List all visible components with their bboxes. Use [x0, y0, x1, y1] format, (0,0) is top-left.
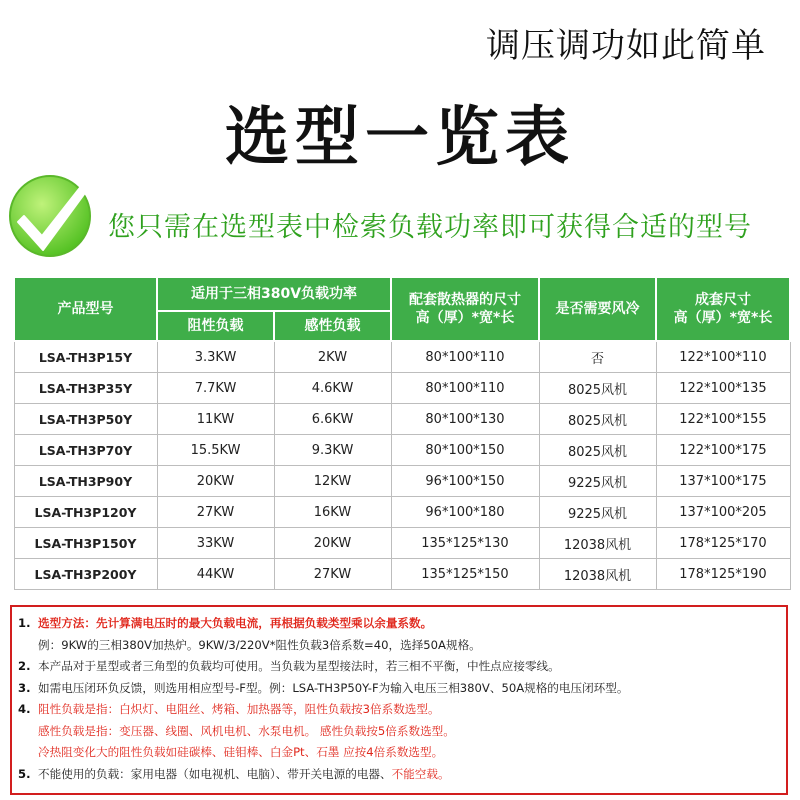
note-4 — [18, 699, 780, 721]
header-size: 成套尺寸 高（厚）*宽*长 — [656, 277, 790, 341]
table-row — [14, 341, 790, 373]
cell-size: 137*100*205 — [656, 497, 790, 528]
cell-inductive: 6.6KW — [274, 404, 391, 435]
cell-fan: 8025风机 — [539, 404, 656, 435]
cell-fan: 9225风机 — [539, 466, 656, 497]
table-row — [14, 497, 790, 528]
note-1-label: 选型方法： — [38, 616, 96, 630]
header-fan: 是否需要风冷 — [539, 277, 656, 341]
cell-model: LSA-TH3P150Y — [14, 528, 157, 559]
cell-heatsink: 96*100*150 — [391, 466, 539, 497]
cell-resistive: 15.5KW — [157, 435, 274, 466]
cell-fan: 12038风机 — [539, 559, 656, 590]
cell-heatsink: 80*100*110 — [391, 373, 539, 404]
cell-model: LSA-TH3P200Y — [14, 559, 157, 590]
cell-size: 178*125*190 — [656, 559, 790, 590]
notes-box — [10, 605, 788, 795]
table-row — [14, 373, 790, 404]
check-icon — [2, 166, 98, 262]
cell-size: 122*100*135 — [656, 373, 790, 404]
cell-size: 178*125*170 — [656, 528, 790, 559]
cell-resistive: 44KW — [157, 559, 274, 590]
note-1-example — [18, 635, 780, 657]
cell-resistive: 33KW — [157, 528, 274, 559]
note-number: 5. — [18, 766, 31, 781]
cell-resistive: 27KW — [157, 497, 274, 528]
note-3 — [18, 678, 780, 700]
cell-fan: 8025风机 — [539, 373, 656, 404]
note-4c — [18, 742, 780, 764]
note-4-line-1: 阻性负载是指：白炽灯、电阻丝、烤箱、加热器等，阻性负载按3倍系数选型。 — [38, 702, 440, 716]
cell-fan: 12038风机 — [539, 528, 656, 559]
table-row — [14, 528, 790, 559]
cell-model: LSA-TH3P120Y — [14, 497, 157, 528]
page-title: 选型一览表 — [225, 101, 575, 175]
note-2 — [18, 656, 780, 678]
cell-inductive: 16KW — [274, 497, 391, 528]
cell-resistive: 11KW — [157, 404, 274, 435]
note-number: 2. — [18, 659, 31, 673]
cell-heatsink: 80*100*110 — [391, 341, 539, 373]
cell-model: LSA-TH3P50Y — [14, 404, 157, 435]
cell-heatsink: 80*100*150 — [391, 435, 539, 466]
note-5-text: 不能使用的负载：家用电器（如电视机、电脑）、带开关电源的电器、 — [38, 766, 392, 781]
note-5 — [18, 764, 780, 786]
cell-model: LSA-TH3P15Y — [14, 341, 157, 373]
note-3-text: 如需电压闭环负反馈，则选用相应型号-F型。例：LSA-TH3P50Y-F为输入电压三相380V、50A规格的电压闭环型。 — [38, 680, 629, 695]
cell-size: 122*100*155 — [656, 404, 790, 435]
cell-inductive: 12KW — [274, 466, 391, 497]
note-4-line-2: 感性负载是指：变压器、线圈、风机电机、水泵电机。 感性负载按5倍系数选型。 — [38, 723, 455, 738]
header-model: 产品型号 — [14, 277, 157, 341]
note-number: 4. — [18, 702, 31, 716]
cell-fan: 8025风机 — [539, 435, 656, 466]
selection-table — [13, 276, 791, 590]
note-1 — [18, 613, 780, 635]
note-1-example-text: 例：9KW的三相380V加热炉。9KW/3/220V*阻性负载3倍系数=40，选择50A规格。 — [38, 637, 481, 652]
note-4b — [18, 721, 780, 743]
cell-inductive: 9.3KW — [274, 435, 391, 466]
cell-fan: 9225风机 — [539, 497, 656, 528]
cell-heatsink: 135*125*130 — [391, 528, 539, 559]
table-row — [14, 404, 790, 435]
cell-fan: 否 — [539, 341, 656, 373]
cell-size: 122*100*175 — [656, 435, 790, 466]
cell-size: 137*100*175 — [656, 466, 790, 497]
cell-model: LSA-TH3P90Y — [14, 466, 157, 497]
table-row — [14, 466, 790, 497]
header-load-group: 适用于三相380V负载功率 — [157, 277, 391, 311]
cell-inductive: 2KW — [274, 341, 391, 373]
cell-heatsink: 96*100*180 — [391, 497, 539, 528]
note-1-text: 先计算满电压时的最大负载电流，再根据负载类型乘以余量系数。 — [95, 616, 433, 630]
note-number: 3. — [18, 680, 31, 695]
cell-inductive: 27KW — [274, 559, 391, 590]
header-inductive: 感性负载 — [274, 311, 391, 341]
header-heatsink: 配套散热器的尺寸 高（厚）*宽*长 — [391, 277, 539, 341]
tagline: 调压调功如此简单 — [486, 26, 766, 66]
note-2-text: 本产品对于星型或者三角型的负载均可使用。当负载为星型接法时，若三相不平衡，中性点应接零线。 — [38, 659, 560, 673]
cell-heatsink: 80*100*130 — [391, 404, 539, 435]
cell-inductive: 20KW — [274, 528, 391, 559]
cell-heatsink: 135*125*150 — [391, 559, 539, 590]
cell-model: LSA-TH3P70Y — [14, 435, 157, 466]
cell-resistive: 7.7KW — [157, 373, 274, 404]
cell-resistive: 3.3KW — [157, 341, 274, 373]
cell-inductive: 4.6KW — [274, 373, 391, 404]
note-5-red: 不能空载。 — [391, 766, 450, 781]
cell-resistive: 20KW — [157, 466, 274, 497]
note-4-line-3: 冷热阻变化大的阻性负载如硅碳棒、硅钼棒、白金Pt、石墨 应按4倍系数选型。 — [38, 745, 444, 759]
table-row — [14, 435, 790, 466]
note-number: 1. — [18, 616, 31, 630]
subtitle: 您只需在选型表中检索负载功率即可获得合适的型号 — [108, 212, 752, 243]
cell-model: LSA-TH3P35Y — [14, 373, 157, 404]
cell-size: 122*100*110 — [656, 341, 790, 373]
header-resistive: 阻性负载 — [157, 311, 274, 341]
table-row — [14, 559, 790, 590]
